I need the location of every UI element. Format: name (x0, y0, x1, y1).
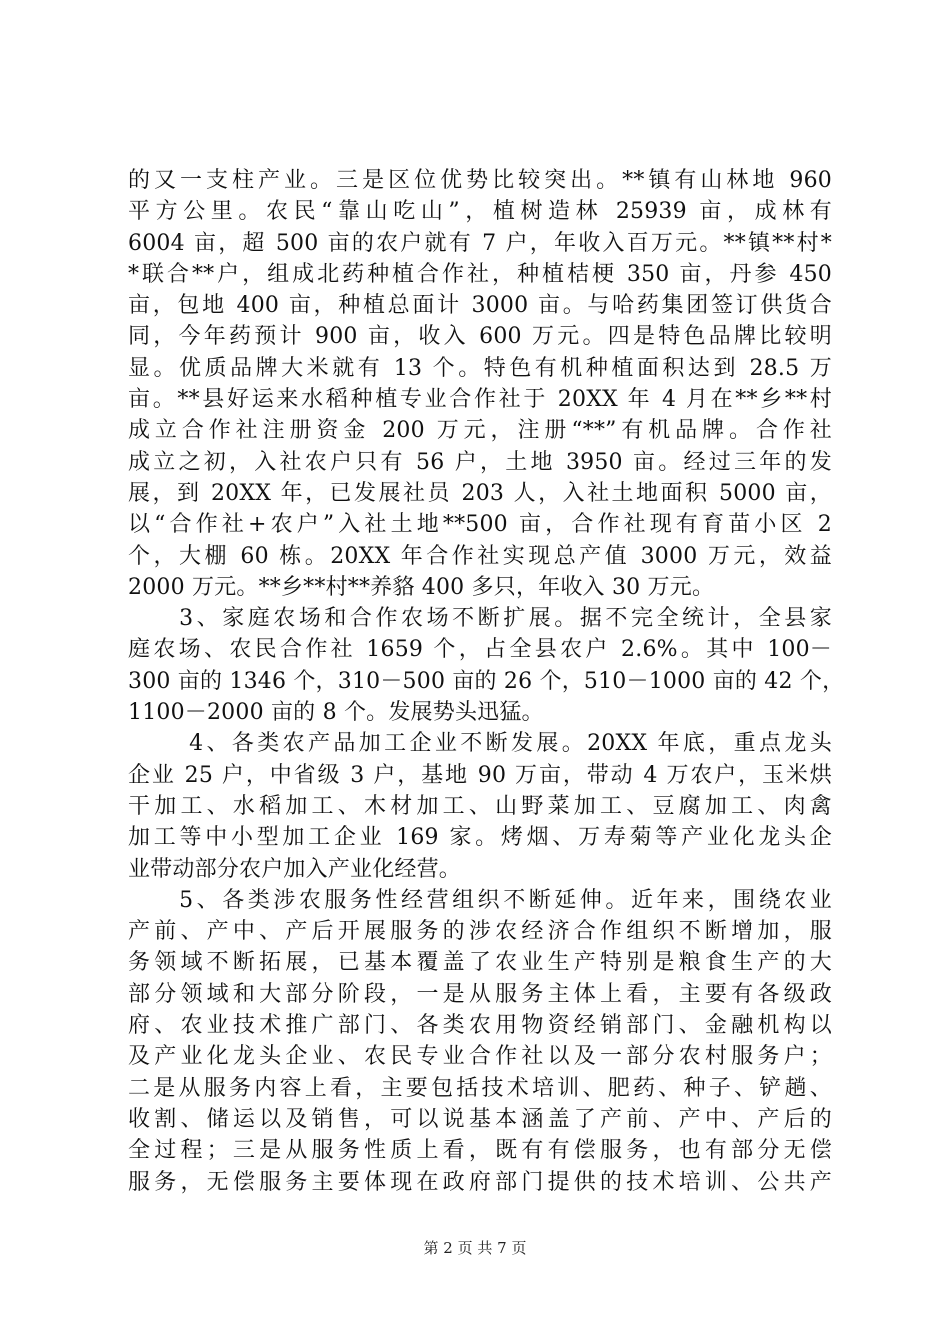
text-line: 6004 亩，超 500 亩的农户就有 7 户，年收入百万元。**镇**村* (128, 230, 832, 256)
text-line: 府、农业技术推广部门、各类农用物资经销部门、金融机构以 (128, 1013, 832, 1039)
text-line: 服务，无偿服务主要体现在政府部门提供的技术培训、公共产 (128, 1169, 832, 1195)
text-line: 亩，包地 400 亩，种植总面计 3000 亩。与哈药集团签订供货合 (128, 293, 832, 319)
text-line: 企业 25 户，中省级 3 户，基地 90 万亩，带动 4 万农户，玉米烘 (128, 762, 832, 788)
text-line: 干加工、水稻加工、木材加工、山野菜加工、豆腐加工、肉禽 (128, 793, 832, 819)
text-line: 平方公里。农民“靠山吃山”，植树造林 25939 亩，成林有 (128, 199, 832, 225)
text-line: 3、家庭农场和合作农场不断扩展。据不完全统计，全县家 (128, 606, 832, 632)
text-line: 庭农场、农民合作社 1659 个，占全县农户 2.6%。其中 100－ (128, 637, 832, 663)
text-line: 务领域不断拓展，已基本覆盖了农业生产特别是粮食生产的大 (128, 950, 832, 976)
document-body (128, 165, 845, 1198)
text-line: 5、各类涉农服务性经营组织不断延伸。近年来，围绕农业 (128, 887, 832, 913)
text-line: 显。优质品牌大米就有 13 个。特色有机种植面积达到 28.5 万 (128, 355, 832, 381)
text-line: 全过程；三是从服务性质上看，既有有偿服务，也有部分无偿 (128, 1138, 832, 1164)
text-line: 展，到 20XX 年，已发展社员 203 人，入社土地面积 5000 亩， (128, 480, 832, 506)
text-line: 成立之初，入社农户只有 56 户，土地 3950 亩。经过三年的发 (128, 449, 832, 475)
text-line: 成立合作社注册资金 200 万元，注册“**”有机品牌。合作社 (128, 418, 832, 444)
text-line: *联合**户，组成北药种植合作社，种植桔梗 350 亩，丹参 450 (128, 261, 832, 287)
text-line: 的又一支柱产业。三是区位优势比较突出。**镇有山林地 960 (128, 168, 832, 193)
text-line: 业带动部分农户加入产业化经营。 (128, 856, 462, 882)
text-line: 1100－2000 亩的 8 个。发展势头迅猛。 (128, 700, 544, 726)
text-line: 亩。**县好运来水稻种植专业合作社于 20XX 年 4 月在**乡**村 (128, 387, 832, 413)
text-line: 产前、产中、产后开展服务的涉农经济合作组织不断增加，服 (128, 919, 832, 945)
text-line: 同，今年药预计 900 亩，收入 600 万元。四是特色品牌比较明 (128, 324, 832, 350)
text-line: 个，大棚 60 栋。20XX 年合作社实现总产值 3000 万元，效益 (128, 543, 832, 569)
text-line: 二是从服务内容上看，主要包括技术培训、肥药、种子、铲趟、 (128, 1075, 832, 1101)
text-line: 以“合作社+农户”入社土地**500 亩，合作社现有育苗小区 2 (128, 512, 832, 538)
text-line: 及产业化龙头企业、农民专业合作社以及一部分农村服务户； (128, 1044, 832, 1070)
text-line: 4、各类农产品加工企业不断发展。20XX 年底，重点龙头 (128, 731, 832, 757)
text-line: 加工等中小型加工企业 169 家。烤烟、万寿菊等产业化龙头企 (128, 825, 832, 851)
page-number-footer: 第 2 页 共 7 页 (423, 1239, 527, 1257)
text-line: 收割、储运以及销售，可以说基本涵盖了产前、产中、产后的 (128, 1106, 832, 1132)
text-line: 300 亩的 1346 个，310－500 亩的 26 个，510－1000 亩的 42 个， (128, 668, 845, 694)
text-line: 2000 万元。**乡**村**养貉 400 多只，年收入 30 万元。 (128, 574, 715, 600)
text-line: 部分领域和大部分阶段，一是从服务主体上看，主要有各级政 (128, 981, 832, 1007)
